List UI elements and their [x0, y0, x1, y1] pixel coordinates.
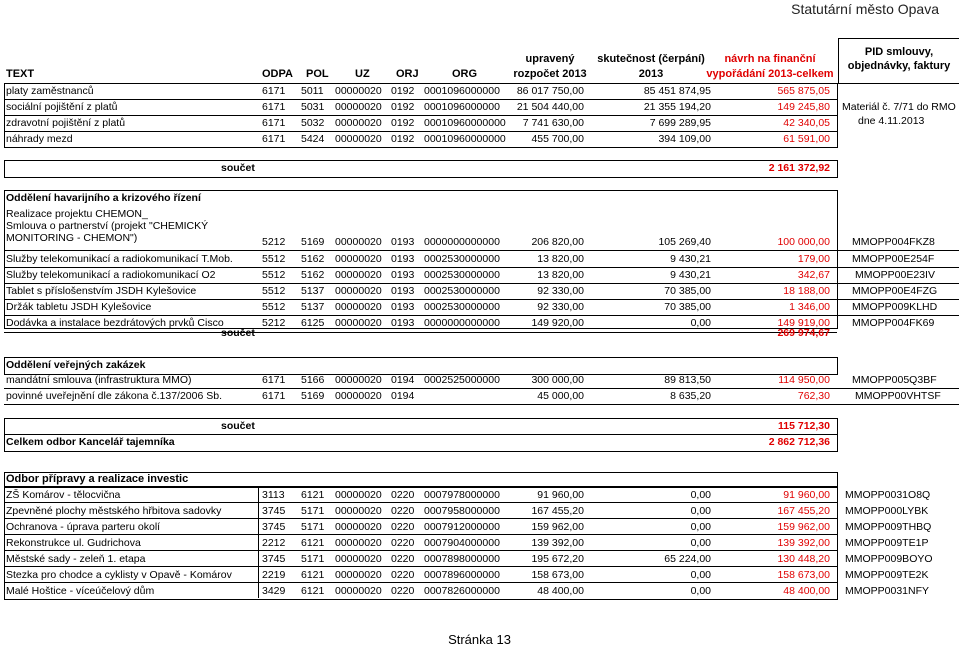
col-navrh-header-1: návrh na finanční — [724, 53, 816, 65]
top-sum-label: součet — [221, 162, 255, 174]
material-note-line2: dne 4.11.2013 — [858, 115, 925, 127]
col-text-header: TEXT — [6, 68, 35, 80]
col-pid-header-2: objednávky, faktury — [847, 60, 951, 72]
section1-desc-line1: Realizace projektu CHEMON_ — [6, 208, 148, 220]
document-header — [0, 0, 959, 28]
material-note-line1: Materiál č. 7/71 do RMO — [842, 101, 956, 113]
col-pol-header: POL — [306, 68, 329, 80]
department-total-label: Celkem odbor Kancelář tajemníka — [6, 436, 175, 448]
section1-sum-label: součet — [221, 327, 255, 339]
col-odpa-header: ODPA — [262, 68, 293, 80]
col-upr-header-1: upravený — [525, 53, 575, 65]
section2-sum-label: součet — [221, 420, 255, 432]
section1-sum-value: 269 974,67 — [777, 327, 830, 339]
top-sum-value: 2 161 372,92 — [768, 162, 830, 174]
col-upr-header-2: rozpočet 2013 — [513, 68, 587, 80]
pid-header-box — [838, 38, 959, 84]
section2-title: Oddělení veřejných zakázek — [6, 359, 146, 371]
col-orj-header: ORJ — [396, 68, 419, 80]
col-org-header: ORG — [452, 68, 478, 80]
column-header-row — [0, 38, 959, 84]
department-total-value: 2 862 712,36 — [768, 436, 830, 448]
col-uz-header: UZ — [355, 68, 370, 80]
col-navrh-header-2: vypořádání 2013-celkem — [706, 68, 834, 80]
section3-title: Odbor přípravy a realizace investic — [6, 473, 189, 485]
section1-desc-line2: Smlouva o partnerství (projekt "CHEMICKÝ — [6, 220, 209, 232]
col-sk-header-1: skutečnost (čerpání) — [597, 53, 705, 65]
city-title: Statutární město Opava — [791, 1, 939, 17]
section1-title: Oddělení havarijního a krizového řízení — [6, 192, 201, 204]
section2-sum-value: 115 712,30 — [778, 420, 830, 432]
col-sk-header-2: 2013 — [638, 68, 664, 80]
col-pid-header-1: PID smlouvy, — [864, 46, 934, 58]
top-sum-frame — [4, 160, 838, 178]
page-number: Stránka 13 — [448, 632, 511, 647]
